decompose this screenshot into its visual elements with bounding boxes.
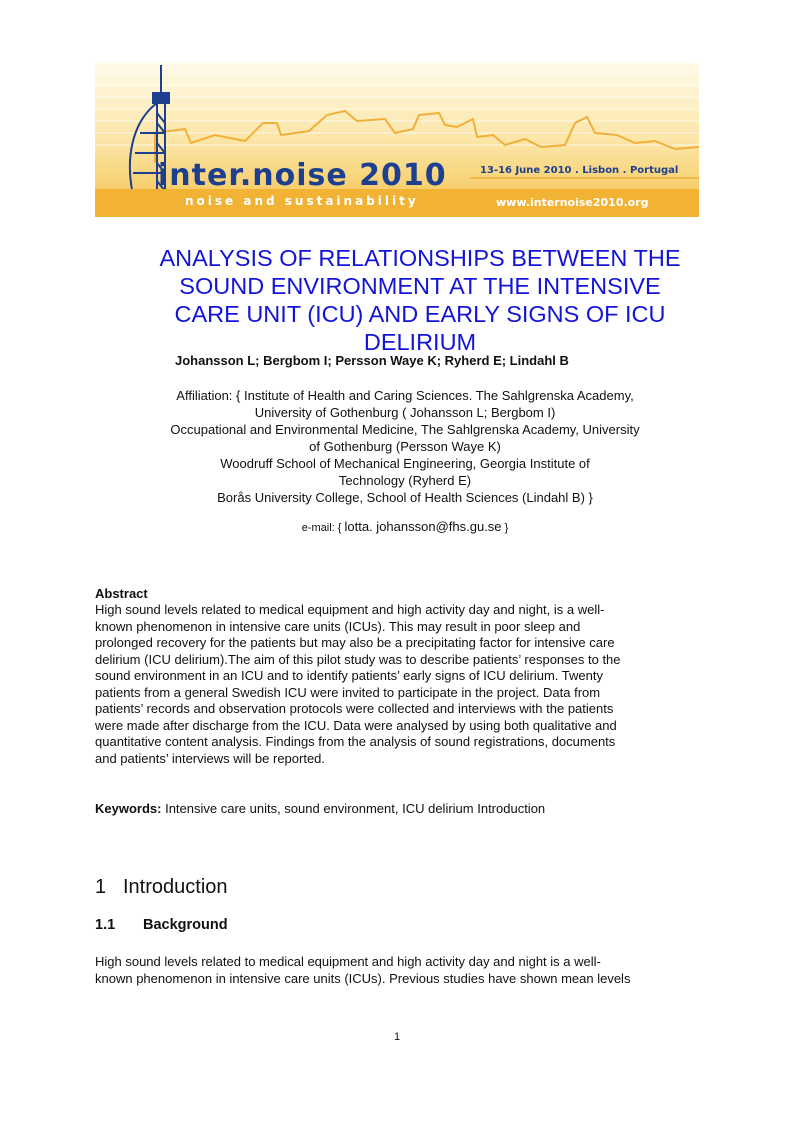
- abstract-line: patients from a general Swedish ICU were invited to participate in the project. Data from: [95, 684, 601, 700]
- conference-url: www.internoise2010.org: [496, 196, 649, 209]
- author-list: Johansson L; Bergbom I; Persson Waye K; Ryherd E; Lindahl B: [175, 353, 569, 368]
- abstract-line: prolonged recovery for the patients but may also be a precipitating factor for intensive care: [95, 635, 615, 650]
- abstract-heading: Abstract: [95, 586, 148, 601]
- abstract-line: quantitative content analysis. Findings from the analysis of sound registrations, documents: [95, 734, 616, 749]
- conference-tagline: noise and sustainability: [185, 194, 419, 208]
- subsection-number: 1.1: [95, 917, 116, 933]
- affiliation-line: Borås University College, School of Health Sciences (Lindahl B) }: [217, 490, 593, 505]
- subsection-heading: [95, 917, 228, 933]
- background-paragraph: [95, 954, 705, 987]
- keywords: [95, 801, 705, 818]
- contact-email: [95, 519, 715, 534]
- abstract-line: patients’ records and observation protocols were collected and interviews with the patients: [95, 701, 614, 716]
- abstract-line: delirium (ICU delirium).The aim of this pilot study was to describe patients’ responses to the: [95, 651, 621, 667]
- subsection-title: Background: [143, 917, 228, 933]
- affiliation-line: Woodruff School of Mechanical Engineering, Georgia Institute of: [220, 456, 590, 471]
- affiliation-line: University of Gothenburg ( Johansson L; Bergbom I): [254, 405, 556, 420]
- abstract-line: known phenomenon in intensive care units (ICUs). This may result in poor sleep and: [95, 618, 581, 634]
- title-line: CARE UNIT (ICU) AND EARLY SIGNS OF ICU: [174, 301, 666, 327]
- section-heading: [95, 876, 228, 899]
- email-suffix: }: [504, 522, 509, 534]
- abstract-line: and patients’ interviews will be reported.: [95, 750, 326, 766]
- abstract-body: [95, 602, 705, 767]
- abstract-line: sound environment in an ICU and to identify patients’ early signs of ICU delirium. Twenty: [95, 668, 603, 683]
- keywords-label: Keywords:: [95, 801, 162, 816]
- affiliation-line: of Gothenburg (Persson Waye K): [309, 439, 501, 454]
- email-prefix: e-mail: {: [301, 522, 342, 534]
- conference-banner: [95, 63, 699, 217]
- page-number: 1: [393, 1031, 401, 1043]
- conference-dates: 13-16 June 2010 . Lisbon . Portugal: [480, 165, 679, 176]
- section-number: 1: [95, 876, 107, 898]
- conference-brand: inter.noise 2010: [158, 158, 447, 193]
- affiliation-line: Affiliation: { Institute of Health and Caring Sciences. The Sahlgrenska Academy,: [176, 388, 634, 403]
- affiliation-line: Occupational and Environmental Medicine, The Sahlgrenska Academy, University: [170, 422, 640, 437]
- abstract-line: were made after discharge from the ICU. Data were analysed by using both qualitative and: [95, 717, 617, 733]
- affiliation-line: Technology (Ryherd E): [338, 473, 472, 488]
- abstract-line: High sound levels related to medical equipment and high activity day and night, is a well-: [95, 602, 605, 617]
- background-line: High sound levels related to medical equipment and high activity day and night is a well-: [95, 954, 601, 969]
- affiliations: [95, 387, 715, 506]
- section-title: Introduction: [123, 876, 228, 898]
- title-line: SOUND ENVIRONMENT AT THE INTENSIVE: [179, 273, 661, 299]
- background-line: known phenomenon in intensive care units (ICUs). Previous studies have shown mean levels: [95, 970, 631, 986]
- keywords-text: Intensive care units, sound environment, ICU delirium Introduction: [161, 801, 546, 816]
- paper-title: [130, 244, 710, 356]
- title-line: DELIRIUM: [363, 329, 477, 355]
- title-line: ANALYSIS OF RELATIONSHIPS BETWEEN THE: [159, 245, 681, 271]
- email-address: lotta. johansson@fhs.gu.se: [344, 519, 502, 534]
